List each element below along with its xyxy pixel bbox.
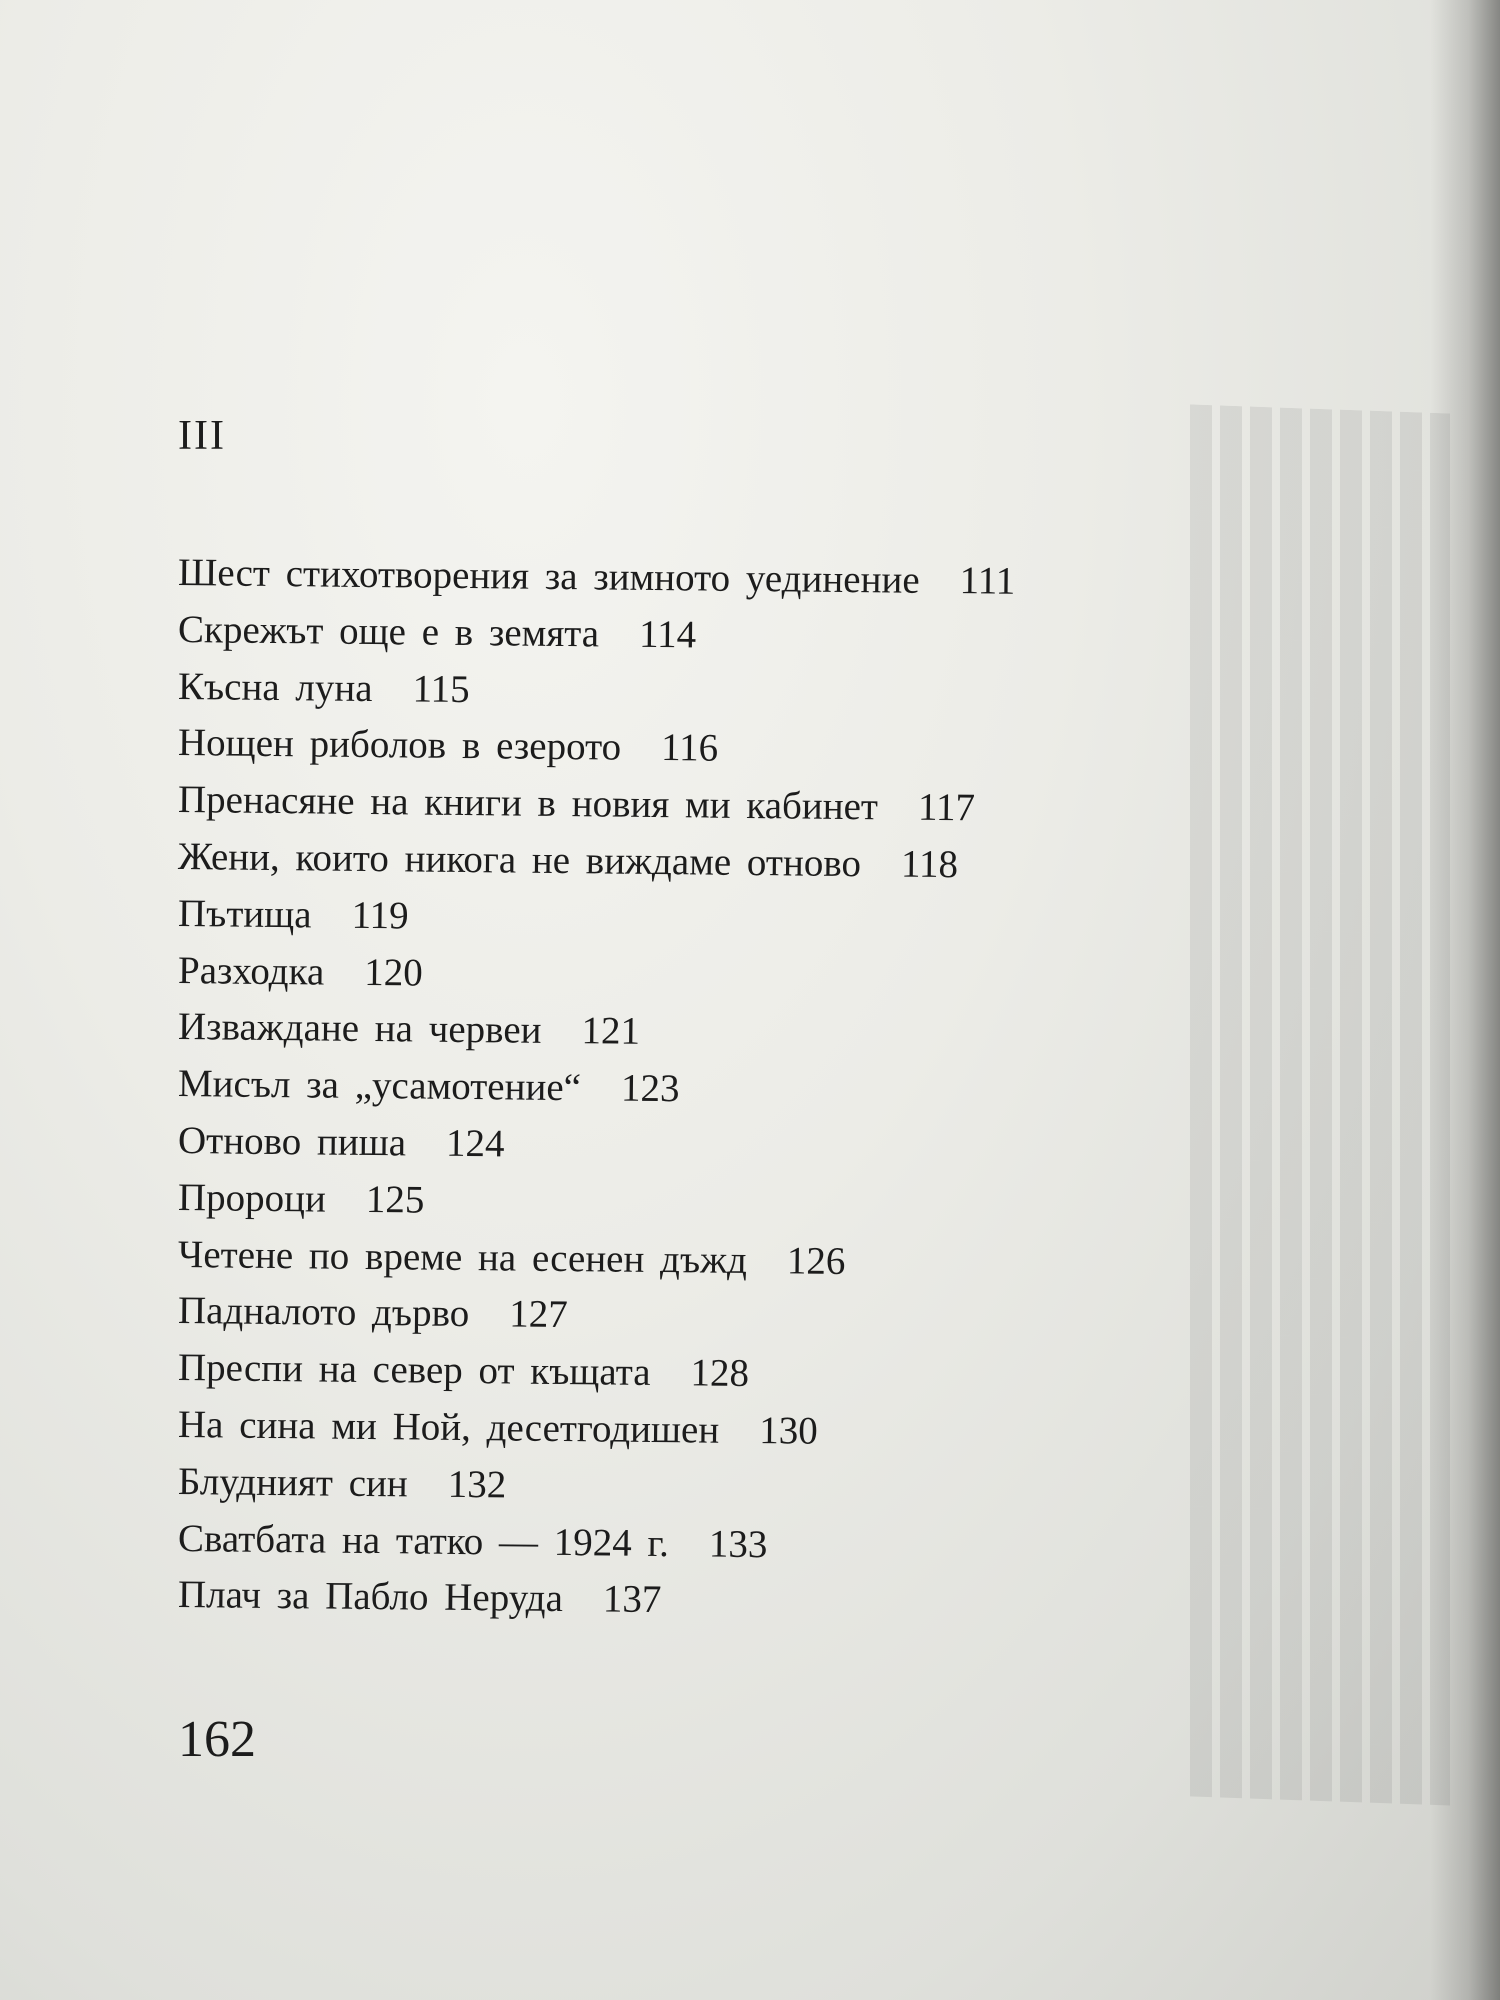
toc-entry-page: 121 bbox=[581, 1009, 641, 1054]
toc-entry-page: 115 bbox=[412, 667, 470, 711]
toc-entry-page: 133 bbox=[708, 1522, 768, 1566]
toc-entry-page: 116 bbox=[660, 726, 719, 771]
toc-entry-page: 114 bbox=[638, 612, 697, 657]
toc-entry-page: 126 bbox=[786, 1238, 846, 1283]
toc-entry-page: 124 bbox=[445, 1121, 505, 1166]
toc-entry-page: 119 bbox=[351, 893, 409, 938]
toc-entry-page: 117 bbox=[917, 785, 976, 830]
toc-entry-title: Сватбата на татко — 1924 г. bbox=[177, 1516, 670, 1565]
toc-entry-title: Плач за Пабло Неруда bbox=[177, 1573, 564, 1621]
toc-entry-page: 125 bbox=[365, 1177, 425, 1222]
toc-entry-page: 128 bbox=[690, 1351, 750, 1396]
toc-entry-page: 123 bbox=[620, 1066, 680, 1111]
toc-entry-title: Нощен риболов в езерото bbox=[177, 721, 622, 770]
toc-entry-page: 118 bbox=[900, 842, 959, 887]
toc-entry-title: Отново пиша bbox=[177, 1118, 407, 1165]
binding-shadow bbox=[1430, 0, 1500, 2000]
toc-entry-title: Пренасяне на книги в новия ми кабинет bbox=[177, 778, 879, 829]
toc-entry-title: Преспи на север от къщата bbox=[177, 1346, 651, 1395]
toc-entry-title: Шест стихотворения за зимното уединение bbox=[177, 551, 920, 602]
toc-entry-page: 111 bbox=[959, 559, 1016, 603]
toc-entry-title: Пътища bbox=[177, 891, 312, 937]
toc-entry-page: 137 bbox=[602, 1577, 662, 1622]
toc-entry-title: Пророци bbox=[177, 1175, 327, 1221]
table-of-contents bbox=[178, 545, 1278, 1624]
toc-entry-title: Мисъл за „усамотение“ bbox=[177, 1062, 582, 1110]
page-number: 162 bbox=[178, 1711, 256, 1768]
toc-entry-title: Четене по време на есенен дъжд bbox=[177, 1232, 748, 1282]
toc-entry-title: Падналото дърво bbox=[177, 1289, 470, 1336]
toc-entry-title: На сина ми Ной, десетгодишен bbox=[177, 1402, 720, 1452]
toc-entry-title: Блудният син bbox=[177, 1459, 408, 1506]
section-numeral: III bbox=[178, 413, 226, 459]
toc-entry-page: 120 bbox=[364, 950, 424, 995]
toc-entry-page: 130 bbox=[759, 1409, 818, 1453]
toc-entry-title: Разходка bbox=[177, 948, 325, 994]
toc-entry-title: Жени, които никога не виждаме отново bbox=[177, 834, 862, 886]
toc-entry bbox=[178, 1567, 1279, 1635]
toc-entry-title: Изваждане на червеи bbox=[177, 1005, 542, 1053]
toc-entry-page: 132 bbox=[447, 1462, 507, 1507]
toc-entry-title: Скрежът още е в земята bbox=[177, 607, 600, 656]
toc-entry-page: 127 bbox=[509, 1292, 568, 1337]
toc-entry-title: Късна луна bbox=[177, 664, 373, 710]
